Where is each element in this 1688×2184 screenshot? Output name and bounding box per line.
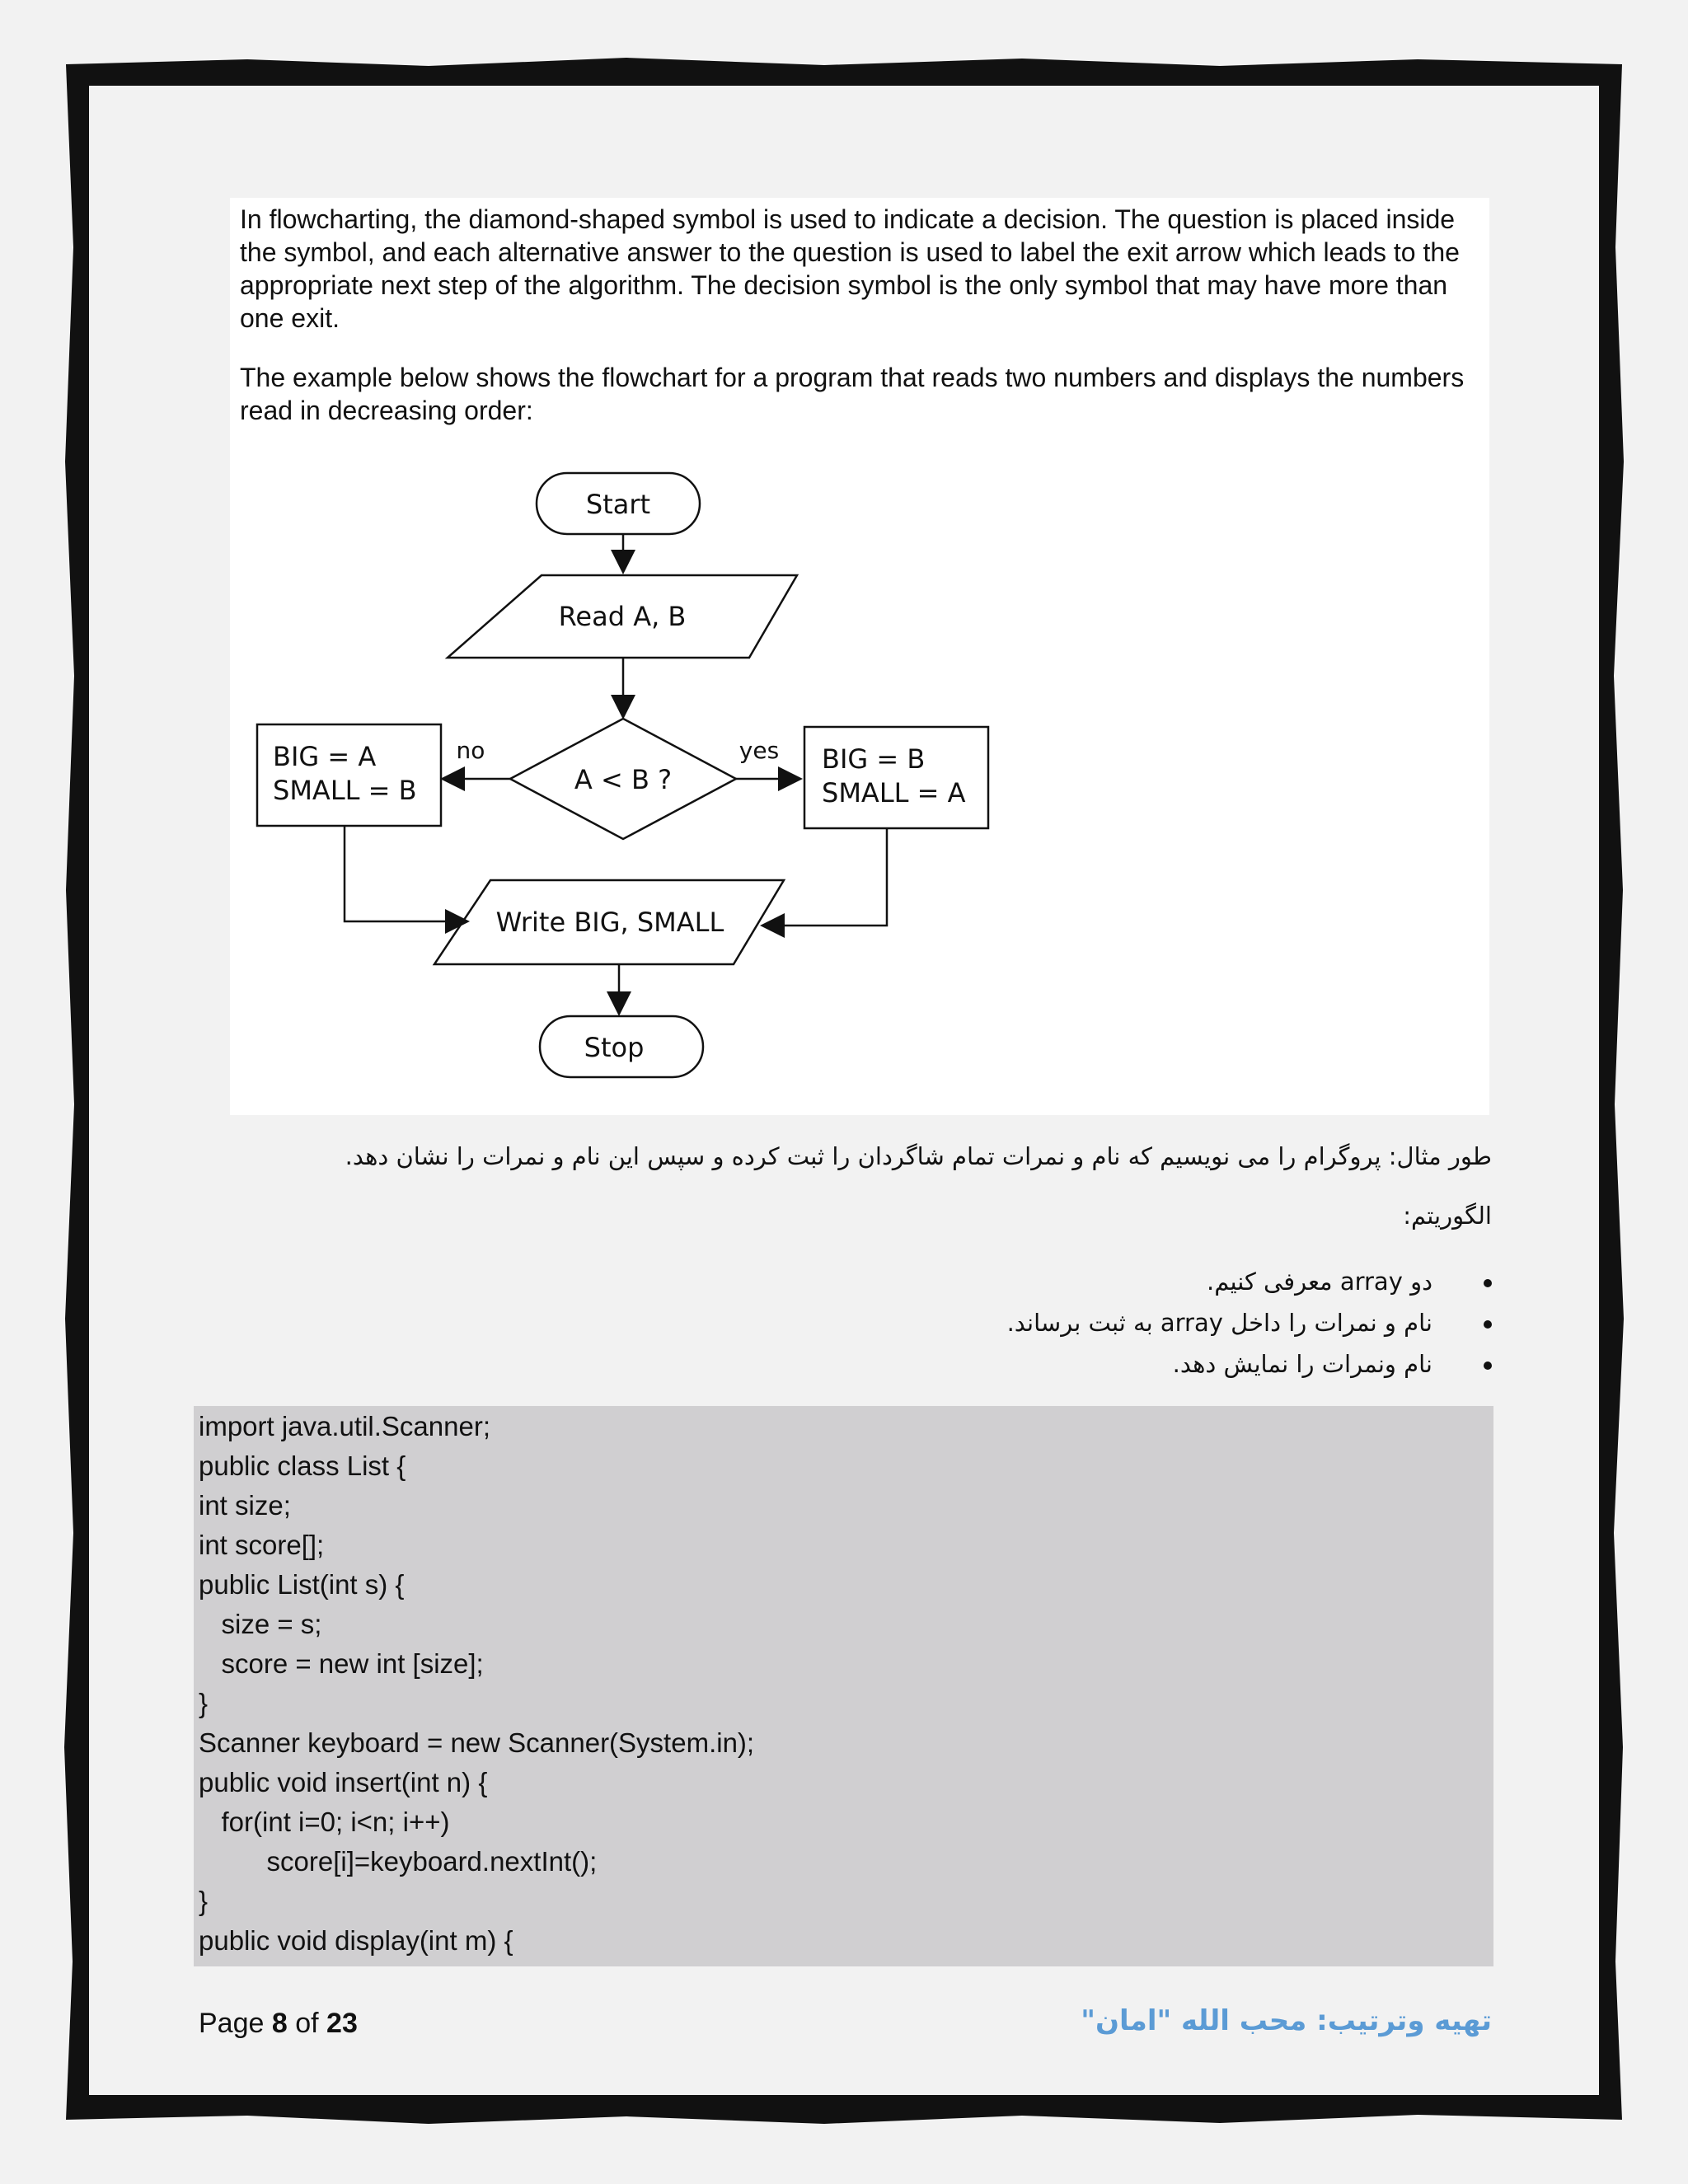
code-line: public class List {: [199, 1451, 406, 1481]
code-line: public void insert(int n) {: [199, 1767, 488, 1797]
arrow-left-write: [345, 826, 466, 921]
algorithm-list: [592, 1261, 1498, 1385]
code-line: }: [199, 1886, 209, 1916]
page-number: [199, 2008, 358, 2040]
algorithm-heading: الگوریتم:: [1403, 1202, 1492, 1230]
intro-paragraph-1: In flowcharting, the diamond-shaped symbol is used to indicate a decision. The question is placed inside the symbol, and each alternative answer to the question is used to label the exit arrow which leads to the appropriate next step of the algorithm. The decision symbol is the only symbol that may have more than one exit.: [240, 204, 1460, 333]
left-box-line-2: SMALL = B: [273, 775, 417, 806]
read-label: Read A, B: [558, 601, 687, 632]
list-item: نام و نمرات را داخل array به ثبت برساند.: [592, 1302, 1498, 1343]
yes-label: yes: [738, 737, 780, 764]
code-block: [194, 1406, 1493, 1966]
right-box-line-2: SMALL = A: [822, 777, 966, 808]
decision-label: A < B ?: [574, 764, 673, 795]
page-of: of: [287, 2008, 327, 2039]
code-line: int size;: [199, 1490, 291, 1521]
page-total: 23: [326, 2008, 358, 2039]
arrow-right-write: [764, 828, 887, 926]
code-line: }: [199, 1688, 209, 1718]
code-line: score = new int [size];: [199, 1648, 484, 1679]
page-prefix: Page: [199, 2008, 272, 2039]
right-box-line-1: BIG = B: [822, 743, 926, 775]
stop-label: Stop: [584, 1032, 645, 1063]
list-item: نام ونمرات را نمایش دهد.: [592, 1343, 1498, 1385]
flowchart-diagram: [230, 198, 1489, 1115]
code-line: for(int i=0; i<n; i++): [199, 1807, 450, 1837]
intro-paragraph-2: The example below shows the flowchart for a program that reads two numbers and displays the numbers read in decreasing order:: [240, 363, 1465, 425]
example-paragraph: طور مثال: پروگرام را می نویسیم که نام و نمرات تمام شاگردان را ثبت کرده و سپس این نام و نمرات را نشان دهد.: [345, 1142, 1492, 1170]
code-line: import java.util.Scanner;: [199, 1411, 490, 1441]
write-label: Write BIG, SMALL: [495, 907, 724, 938]
start-label: Start: [585, 489, 651, 520]
flowchart-figure: [230, 198, 1489, 1115]
code-line: size = s;: [199, 1609, 322, 1639]
code-line: score[i]=keyboard.nextInt();: [199, 1846, 598, 1877]
left-box-line-1: BIG = A: [273, 741, 377, 772]
list-item: دو array معرفی کنیم.: [592, 1261, 1498, 1302]
code-line: public List(int s) {: [199, 1569, 405, 1600]
code-line: int score[];: [199, 1530, 325, 1560]
page-current: 8: [271, 2008, 288, 2039]
no-label: no: [456, 737, 485, 764]
code-line: public void display(int m) {: [199, 1925, 513, 1956]
author-credit: تهیه وترتیب: محب الله "امان": [1081, 2004, 1492, 2037]
code-line: Scanner keyboard = new Scanner(System.in);: [199, 1727, 755, 1758]
